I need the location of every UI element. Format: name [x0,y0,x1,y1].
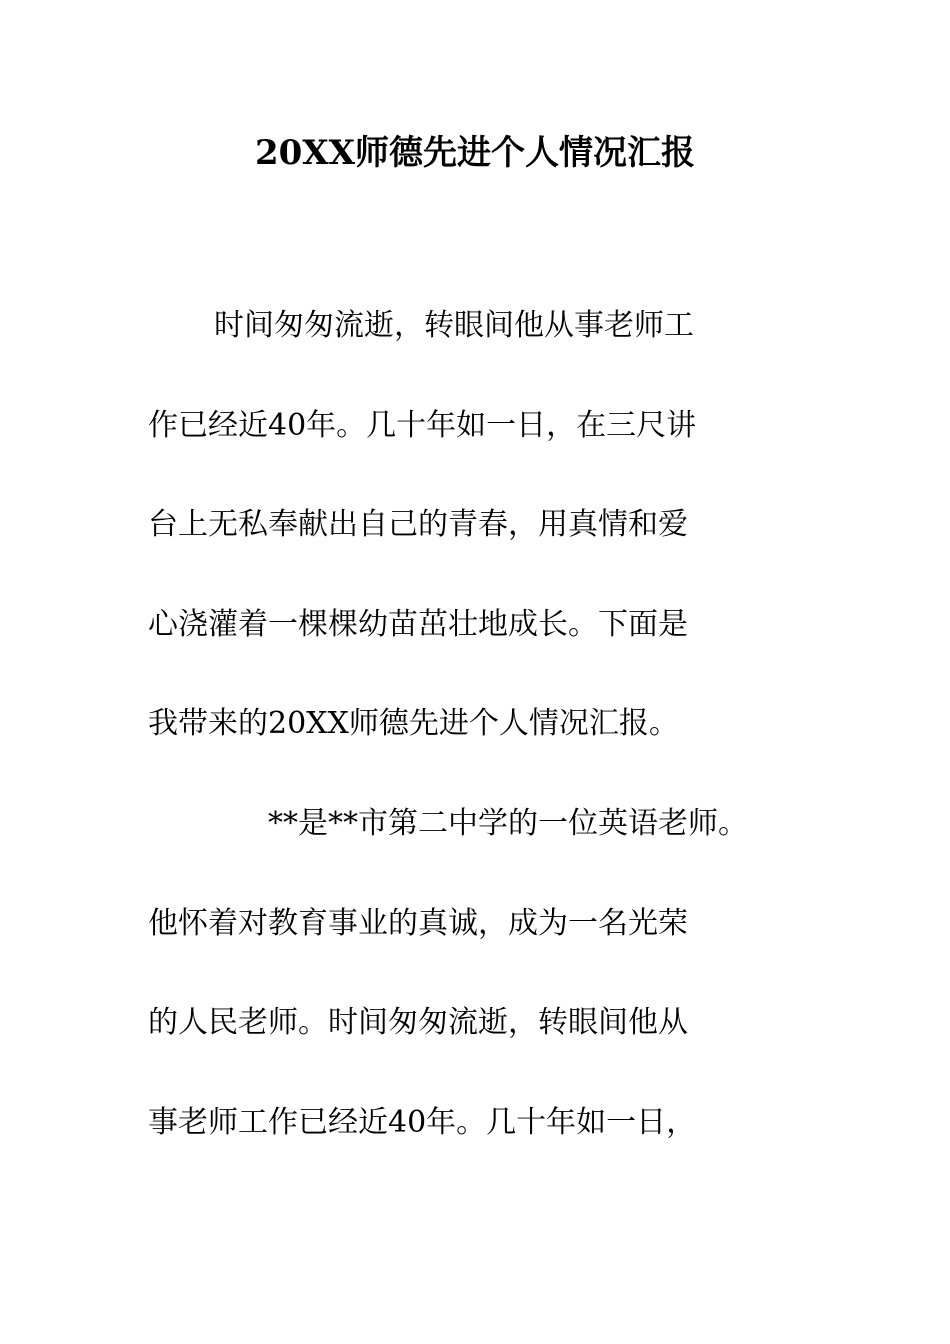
paragraph-line: 心浇灌着一棵棵幼苗茁壮地成长。下面是 [148,607,688,642]
paragraph-line: 事老师工作已经近40年。几十年如一日， [148,1105,697,1140]
document-title: 20XX师德先进个人情况汇报 [254,133,696,173]
paragraph-line: 台上无私奉献出自己的青春，用真情和爱 [148,507,688,542]
paragraph-line: 的人民老师。时间匆匆流逝，转眼间他从 [148,1005,688,1040]
paragraph-line: 我带来的20XX师德先进个人情况汇报。 [148,706,679,741]
paragraph-line: **是**市第二中学的一位英语老师。 [268,806,748,841]
paragraph-line: 他怀着对教育事业的真诚，成为一名光荣 [148,906,688,941]
paragraph-line: 作已经近40年。几十年如一日，在三尺讲 [148,408,697,443]
paragraph-line: 时间匆匆流逝，转眼间他从事老师工 [214,308,694,343]
